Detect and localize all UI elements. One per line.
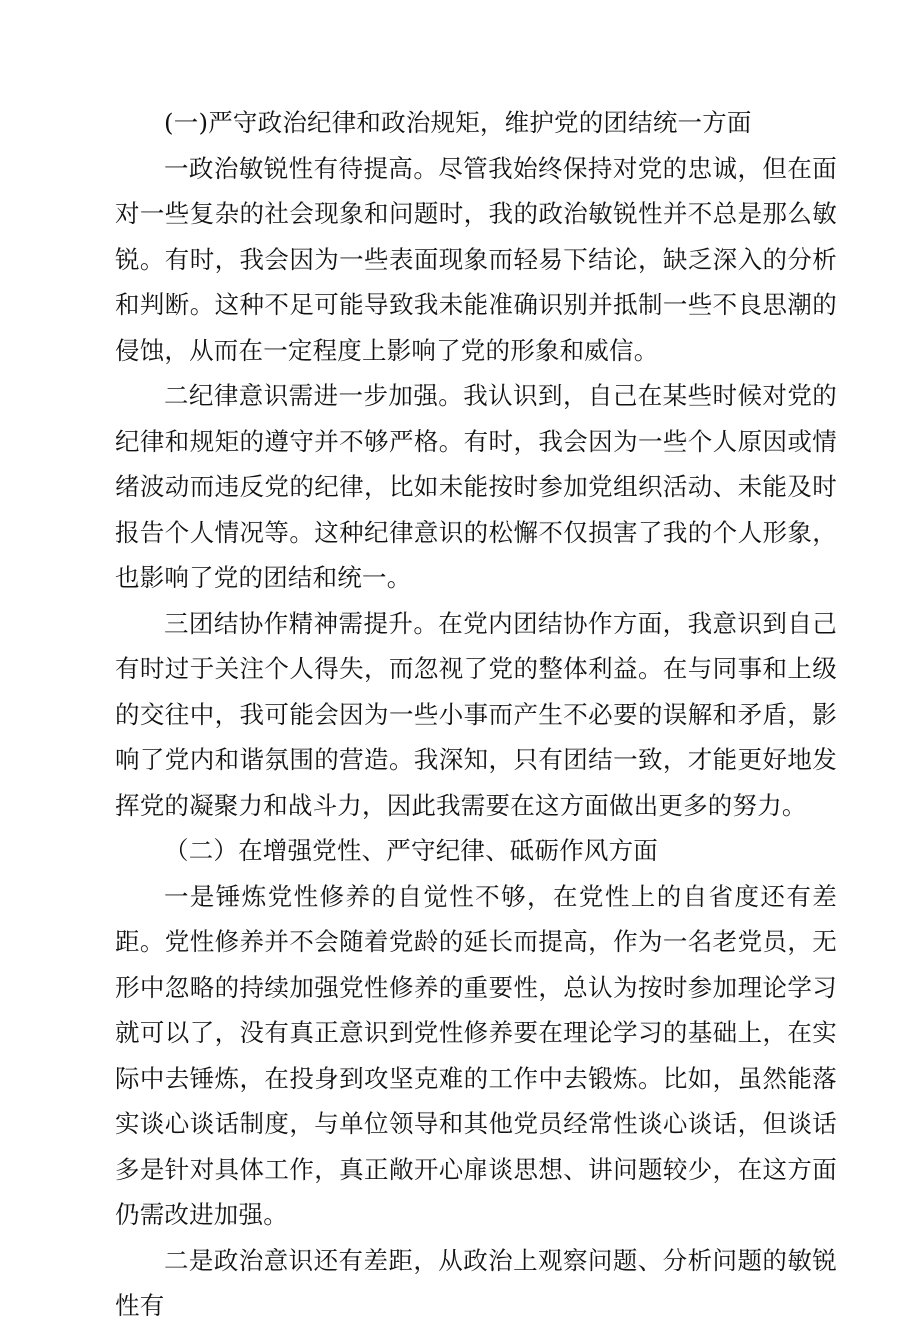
section-heading-1: (一)严守政治纪律和政治规矩，维护党的团结统一方面 — [164, 108, 752, 137]
section-heading-2: （二）在增强党性、严守纪律、砥砺作风方面 — [164, 836, 658, 865]
paragraph-political-awareness: 二是政治意识还有差距，从政治上观察问题、分析问题的敏锐性有 — [115, 1245, 837, 1320]
paragraph-party-spirit-cultivation: 一是锤炼党性修养的自觉性不够，在党性上的自省度还有差距。党性修养并不会随着党龄的延长而提高，作为一名老党员，无形中忽略的持续加强党性修养的重要性，总认为按时参加理论学习就可以了，没有真正意识到党性修养要在理论学习的基础上，在实际中去锤炼，在投身到攻坚克难的工作中去锻炼。比如，虽然能落实谈心谈话制度，与单位领导和其他党员经常性谈心谈话，但谈话多是针对具体工作，真正敞开心扉谈思想、讲问题较少，在这方面仍需改进加强。 — [115, 881, 837, 1229]
paragraph-teamwork-spirit: 三团结协作精神需提升。在党内团结协作方面，我意识到自己有时过于关注个人得失，而忽视了党的整体利益。在与同事和上级的交往中，我可能会因为一些小事而产生不必要的误解和矛盾，影响了党内和谐氛围的营造。我深知，只有团结一致，才能更好地发挥党的凝聚力和战斗力，因此我需要在这方面做出更多的努力。 — [115, 608, 837, 820]
document-body — [115, 100, 837, 1329]
paragraph-discipline-awareness: 二纪律意识需进一步加强。我认识到，自己在某些时候对党的纪律和规矩的遵守并不够严格。有时，我会因为一些个人原因或情绪波动而违反党的纪律，比如未能按时参加党组织活动、未能及时报告个人情况等。这种纪律意识的松懈不仅损害了我的个人形象，也影响了党的团结和统一。 — [115, 381, 837, 592]
paragraph-political-sensitivity: 一政治敏锐性有待提高。尽管我始终保持对党的忠诚，但在面对一些复杂的社会现象和问题时，我的政治敏锐性并不总是那么敏锐。有时，我会因为一些表面现象而轻易下结论，缺乏深入的分析和判断。这种不足可能导致我未能准确识别并抵制一些不良思潮的侵蚀，从而在一定程度上影响了党的形象和威信。 — [115, 153, 837, 365]
